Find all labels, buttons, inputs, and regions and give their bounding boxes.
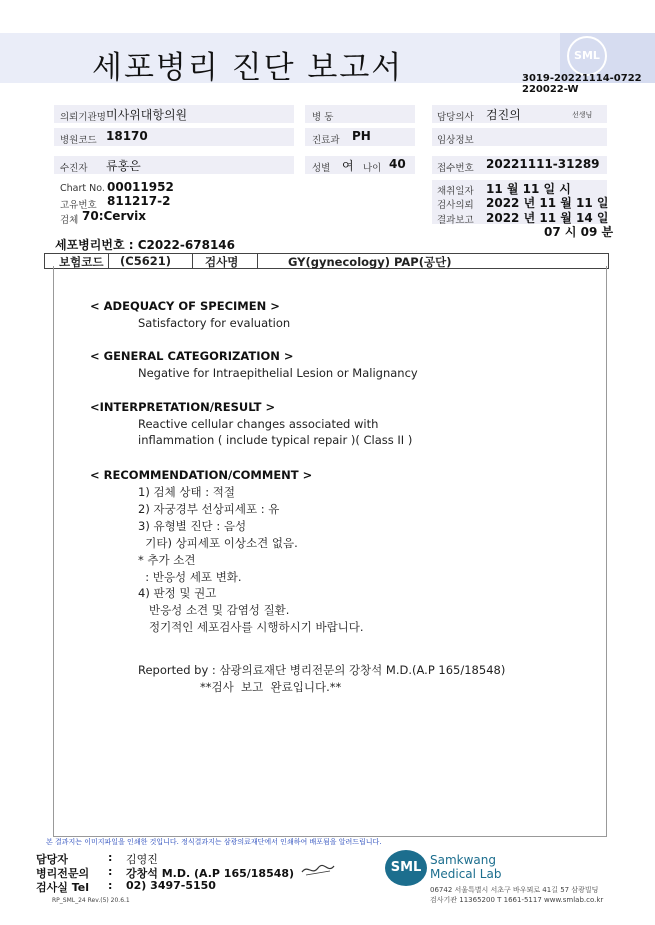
doctor-suffix: 선생님 xyxy=(572,111,593,119)
general-heading: < GENERAL CATEGORIZATION > xyxy=(90,349,294,363)
sex-value: 여 xyxy=(342,159,354,173)
doctor-label: 담당의사 xyxy=(437,112,474,123)
image-notice: 본 결과지는 이미지파일을 인쇄한 것입니다. 정식결과지는 삼광의료재단에서 인쇄하여 배포됨을 알려드립니다. xyxy=(46,838,382,846)
institution-label: 의뢰기관명 xyxy=(60,112,106,123)
adequacy-text: Satisfactory for evaluation xyxy=(138,316,291,330)
recommendation-heading: < RECOMMENDATION/COMMENT > xyxy=(90,468,313,482)
rec-line: 3) 유형별 진단 : 음성 xyxy=(138,519,247,533)
sml-logo-icon: SML xyxy=(567,36,607,76)
pathologist-value: 강창석 M.D. (A.P 165/18548) xyxy=(126,867,295,880)
lab-address-2: 검사기관 11365200 T 1661-5117 www.smlab.co.kr xyxy=(430,896,604,904)
result-label: 결과보고 xyxy=(437,215,474,226)
samkwang-logo-icon: SML xyxy=(385,850,427,886)
interpretation-text-2: inflammation ( include typical repair )( Class II ) xyxy=(138,433,413,447)
general-text: Negative for Intraepithelial Lesion or Malignancy xyxy=(138,366,418,380)
report-title: 세포병리 진단 보고서 xyxy=(92,50,404,86)
lab-name-1: Samkwang xyxy=(430,853,496,867)
result-value: 2022 년 11 월 14 일 xyxy=(486,211,609,225)
specimen-value: 70:Cervix xyxy=(82,209,147,223)
sex-label: 성별 xyxy=(312,163,331,174)
request-label: 검사의뢰 xyxy=(437,200,474,211)
colon: : xyxy=(108,879,113,892)
rec-line: 정기적인 세포검사를 시행하시기 바랍니다. xyxy=(138,620,364,634)
colon: : xyxy=(108,851,113,864)
report-complete: **검사 보고 완료입니다.** xyxy=(200,680,342,694)
rec-line: 기타) 상피세포 이상소견 없음. xyxy=(138,536,298,550)
reported-by: Reported by : 삼광의료재단 병리전문의 강창석 M.D.(A.P 165/18548) xyxy=(138,663,506,677)
doctor-value: 검진의 xyxy=(486,108,521,122)
tel-label: 검사실 Tel xyxy=(36,881,89,894)
age-value: 40 xyxy=(389,157,406,171)
unique-value: 811217-2 xyxy=(107,194,171,208)
chart-label: Chart No. xyxy=(60,183,105,194)
adequacy-heading: < ADEQUACY OF SPECIMEN > xyxy=(90,299,280,313)
tel-value: 02) 3497-5150 xyxy=(126,879,216,892)
rec-line: 1) 검체 상태 : 적절 xyxy=(138,485,235,499)
hospital-code-label: 병원코드 xyxy=(60,135,97,146)
rec-line: * 추가 소견 xyxy=(138,553,196,567)
ward-label: 병 동 xyxy=(312,112,334,123)
lab-name-2: Medical Lab xyxy=(430,867,502,881)
colon: : xyxy=(108,865,113,878)
rec-line: 4) 판정 및 권고 xyxy=(138,586,217,600)
form-code: RP_SML_24 Rev.(5) 20.6.1 xyxy=(52,897,130,904)
doc-code-2: 220022-W xyxy=(522,84,579,95)
interpretation-heading: <INTERPRETATION/RESULT > xyxy=(90,400,276,414)
hospital-code-value: 18170 xyxy=(106,129,148,143)
ins-code-label: 보험코드 xyxy=(59,255,104,269)
age-label: 나이 xyxy=(363,163,382,174)
cyto-number: 세포병리번호 : C2022-678146 xyxy=(55,238,235,252)
dept-value: PH xyxy=(352,129,371,143)
interpretation-text-1: Reactive cellular changes associated with xyxy=(138,417,379,431)
staff-label: 담당자 xyxy=(36,853,68,866)
examinee-value: 류홍은 xyxy=(106,159,141,173)
lab-address: 06742 서울특별시 서초구 바우뫼로 41길 57 삼광빌딩 xyxy=(430,886,599,894)
row-shade xyxy=(54,156,294,174)
specimen-label: 검체 xyxy=(60,215,79,226)
rec-line: 반응성 소견 및 감염성 질환. xyxy=(138,603,290,617)
chart-value: 00011952 xyxy=(107,180,174,194)
result-time: 07 시 09 분 xyxy=(544,225,614,239)
ins-code-value: (C5621) xyxy=(120,254,171,268)
staff-value: 김영진 xyxy=(126,853,158,866)
pathologist-label: 병리전문의 xyxy=(36,867,90,880)
doc-code-1: 3019-20221114-0722 xyxy=(522,73,642,84)
examinee-label: 수진자 xyxy=(60,163,88,174)
institution-value: 미사위대항의원 xyxy=(106,108,188,122)
collect-value: 11 월 11 일 시 xyxy=(486,182,571,196)
dept-label: 진료과 xyxy=(312,135,340,146)
unique-label: 고유번호 xyxy=(60,200,97,211)
rec-line: 2) 자궁경부 선상피세포 : 유 xyxy=(138,502,280,516)
receipt-label: 접수번호 xyxy=(437,163,474,174)
request-value: 2022 년 11 월 11 일 xyxy=(486,196,609,210)
rec-line: : 반응성 세포 변화. xyxy=(138,570,242,584)
clinical-label: 임상정보 xyxy=(437,135,474,146)
top-margin xyxy=(0,0,655,33)
test-name-value: GY(gynecology) PAP(공단) xyxy=(288,255,452,269)
receipt-value: 20221111-31289 xyxy=(486,157,600,171)
collect-label: 채취일자 xyxy=(437,186,474,197)
signature-icon xyxy=(300,862,336,878)
test-name-label: 검사명 xyxy=(205,255,239,269)
